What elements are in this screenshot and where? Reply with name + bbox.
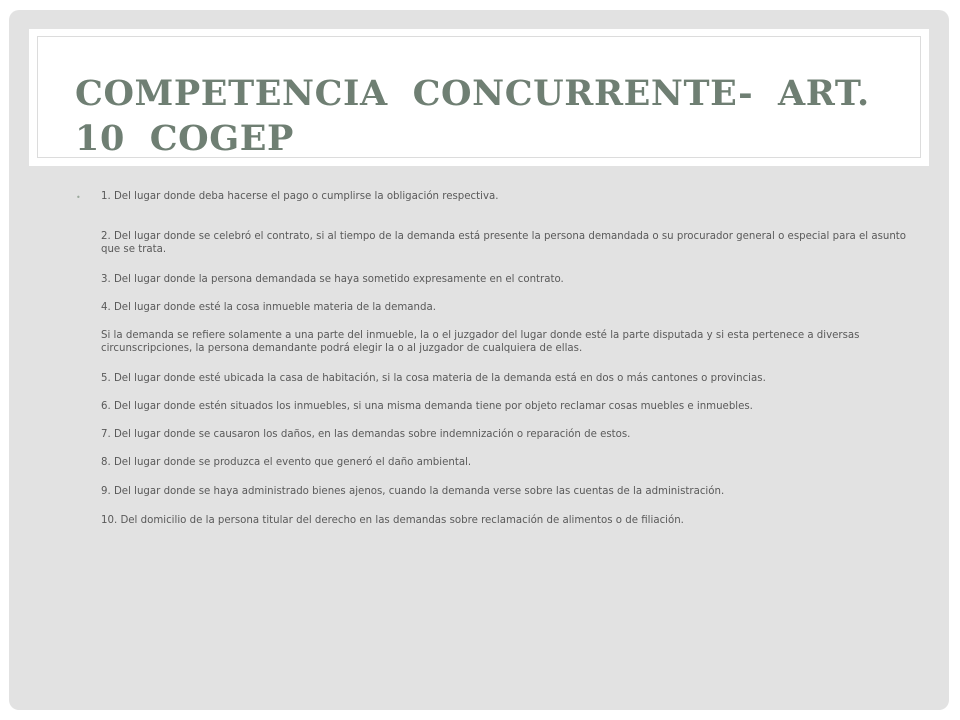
list-item: 1. Del lugar donde deba hacerse el pago o cumplirse la obligación respectiva. [101, 191, 499, 202]
slide [9, 10, 949, 710]
list-item: 8. Del lugar donde se produzca el evento que generó el daño ambiental. [101, 457, 472, 468]
list-item: 7. Del lugar donde se causaron los daños, en las demandas sobre indemnización o reparación de estos. [101, 429, 631, 440]
bullet-icon: • [76, 193, 81, 202]
title-box [29, 29, 929, 166]
list-item: 2. Del lugar donde se celebró el contrato, si al tiempo de la demanda está presente la persona demandada o su procurador general o especial para el asunto que se trata. [101, 231, 907, 256]
list-item: 3. Del lugar donde la persona demandada se haya sometido expresamente en el contrato. [101, 274, 564, 285]
slide-title: COMPETENCIA CONCURRENTE- ART. 10 COGEP [75, 73, 870, 159]
list-item: 6. Del lugar donde estén situados los inmuebles, si una misma demanda tiene por objeto reclamar cosas muebles e inmuebles. [101, 401, 753, 412]
list-item: 9. Del lugar donde se haya administrado bienes ajenos, cuando la demanda verse sobre las cuentas de la administración. [101, 486, 725, 497]
list-item: 10. Del domicilio de la persona titular del derecho en las demandas sobre reclamación de alimentos o de filiación. [101, 515, 684, 526]
list-item: Si la demanda se refiere solamente a una parte del inmueble, la o el juzgador del lugar donde esté la parte disputada y si esta pertenece a diversas circunscripciones, la persona demandante podrá elegir la o al juzgador de cualquiera de ellas. [101, 330, 860, 355]
list-item: 5. Del lugar donde esté ubicada la casa de habitación, si la cosa materia de la demanda está en dos o más cantones o provincias. [101, 373, 766, 384]
list-item: 4. Del lugar donde esté la cosa inmueble materia de la demanda. [101, 302, 436, 313]
